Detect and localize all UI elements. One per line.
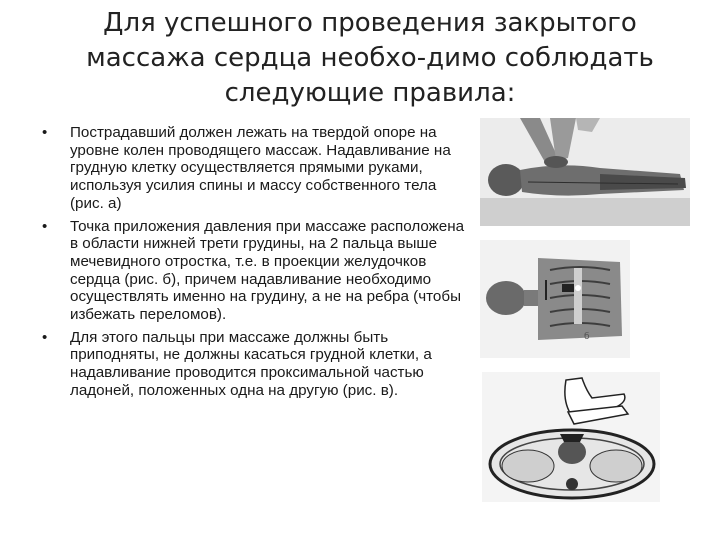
bullet-marker: • [42, 217, 48, 235]
figure-b-drawing [480, 240, 630, 358]
bullet-item [42, 329, 474, 400]
figure-b-compression-point [480, 240, 630, 358]
bullet-list [42, 124, 474, 405]
bullet-text: Для этого пальцы при массаже должны быть приподняты, не должны касаться грудной клетки, а надавливание проводится проксимальной частью ладоней, положенных одна на другую (рис. в). [70, 328, 432, 399]
bullet-item [42, 218, 474, 324]
bullet-item [42, 124, 474, 213]
heart-shape [558, 440, 586, 464]
figure-a-cpr-illustration [480, 118, 690, 226]
figure-c-hand-position [482, 372, 660, 502]
figure-a-drawing [480, 118, 690, 226]
bullet-marker: • [42, 124, 48, 141]
figure-c-drawing [482, 372, 660, 502]
bullet-text: Пострадавший должен лежать на твердой опоре на уровне колен проводящего массаж. Надавливание на грудную клетку осуществляется прямыми руками, используя усилия спины и массу собственного тела (рис. а) [70, 124, 451, 212]
head-shape [486, 281, 526, 315]
slide-title: Для успешного проведения закрытого массажа сердца необхо-димо соблюдать следующие правила: [86, 8, 654, 108]
bullet-marker: • [42, 328, 48, 346]
victim-head [488, 164, 524, 196]
bullet-text: Точка приложения давления при массаже расположена в области нижней трети грудины, на 2 пальца выше мечевидного отростка, т.е. в проекции желудочков сердца (рис. б), причем надавливание необходимо осуществлять именно на грудину, а не на ребра (чтобы избежать переломов). [70, 217, 465, 324]
figure-b-label: б [584, 332, 590, 342]
